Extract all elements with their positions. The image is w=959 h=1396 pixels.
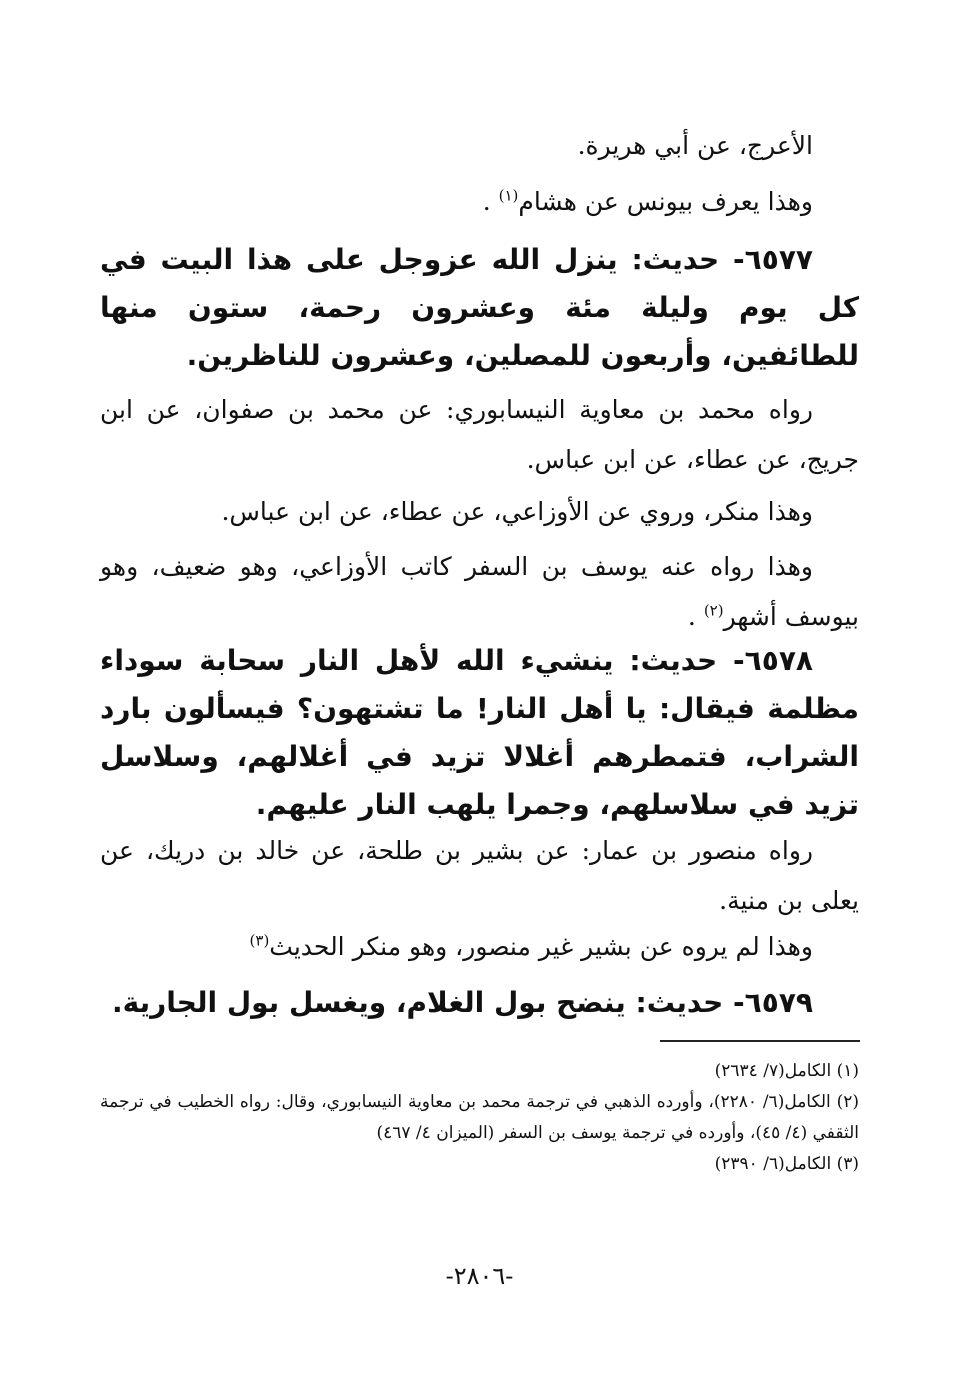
- paragraph-end-mark: .: [482, 187, 491, 216]
- hadith-6578: ٦٥٧٨- حديث: ينشيء الله لأهل النار سحابة سوداء مظلمة فيقال: يا أهل النار! ما تشتهون؟ فيسألون بارد الشراب، فتمطرهم أغلالا تزيد في أغلالهم، وسلاسل تزيد في سلاسلهم، وجمرا يلهب النار عليهم.: [100, 644, 859, 821]
- footnote-separator: [660, 1040, 860, 1042]
- paragraph-end-mark: .: [687, 602, 696, 631]
- footnote-2: (٢) الكامل(٦/ ٢٢٨٠)، وأورده الذهبي في ترجمة محمد بن معاوية النيسابوري، وقال: رواه الخطيب في ترجمة الثقفي (٤/ ٤٥)، وأورده في ترجمة يوسف بن السفر (الميزان ٤/ ٤٦٧): [100, 1092, 859, 1143]
- paragraph-text: وهذا لم يروه عن بشير غير منصور، وهو منكر الحديث: [269, 932, 813, 961]
- paragraph-munkar-6578: [100, 922, 859, 972]
- paragraph-yusuf-ibn-safar: [100, 542, 859, 642]
- footnote-ref-2: (٢): [703, 601, 724, 620]
- hadith-6579: ٦٥٧٩- حديث: ينضح بول الغلام، ويغسل بول الجارية.: [112, 986, 813, 1019]
- paragraph-isnad-end: الأعرج، عن أبي هريرة.: [577, 131, 813, 160]
- paragraph-text: وهذا رواه عنه يوسف بن السفر كاتب الأوزاعي، وهو ضعيف، وهو بيوسف أشهر: [100, 552, 859, 631]
- footnote-ref-3: (٣): [249, 931, 270, 950]
- paragraph-text: وهذا يعرف بيونس عن هشام: [518, 187, 813, 216]
- paragraph-comment-hisham: [100, 177, 859, 227]
- footnote-ref-1: (١): [498, 186, 519, 205]
- paragraph-narration-6578: رواه منصور بن عمار: عن بشير بن طلحة، عن خالد بن دريك، عن يعلى بن منية.: [100, 836, 859, 915]
- footnote-1: (١) الكامل(٧/ ٢٦٣٤): [714, 1061, 859, 1081]
- page-number: -٢٨٠٦-: [445, 1262, 514, 1290]
- paragraph-narration-6577: رواه محمد بن معاوية النيسابوري: عن محمد بن صفوان، عن ابن جريج، عن عطاء، عن ابن عباس.: [100, 395, 859, 474]
- footnotes: [100, 1056, 859, 1180]
- paragraph-munkar-6577: وهذا منكر، وروي عن الأوزاعي، عن عطاء، عن ابن عباس.: [221, 497, 813, 526]
- hadith-6577: ٦٥٧٧- حديث: ينزل الله عزوجل على هذا البيت في كل يوم وليلة مئة وعشرون رحمة، ستون منها للطائفين، وأربعون للمصلين، وعشرون للناظرين.: [100, 243, 859, 372]
- footnote-3: (٣) الكامل(٦/ ٢٣٩٠): [714, 1154, 859, 1174]
